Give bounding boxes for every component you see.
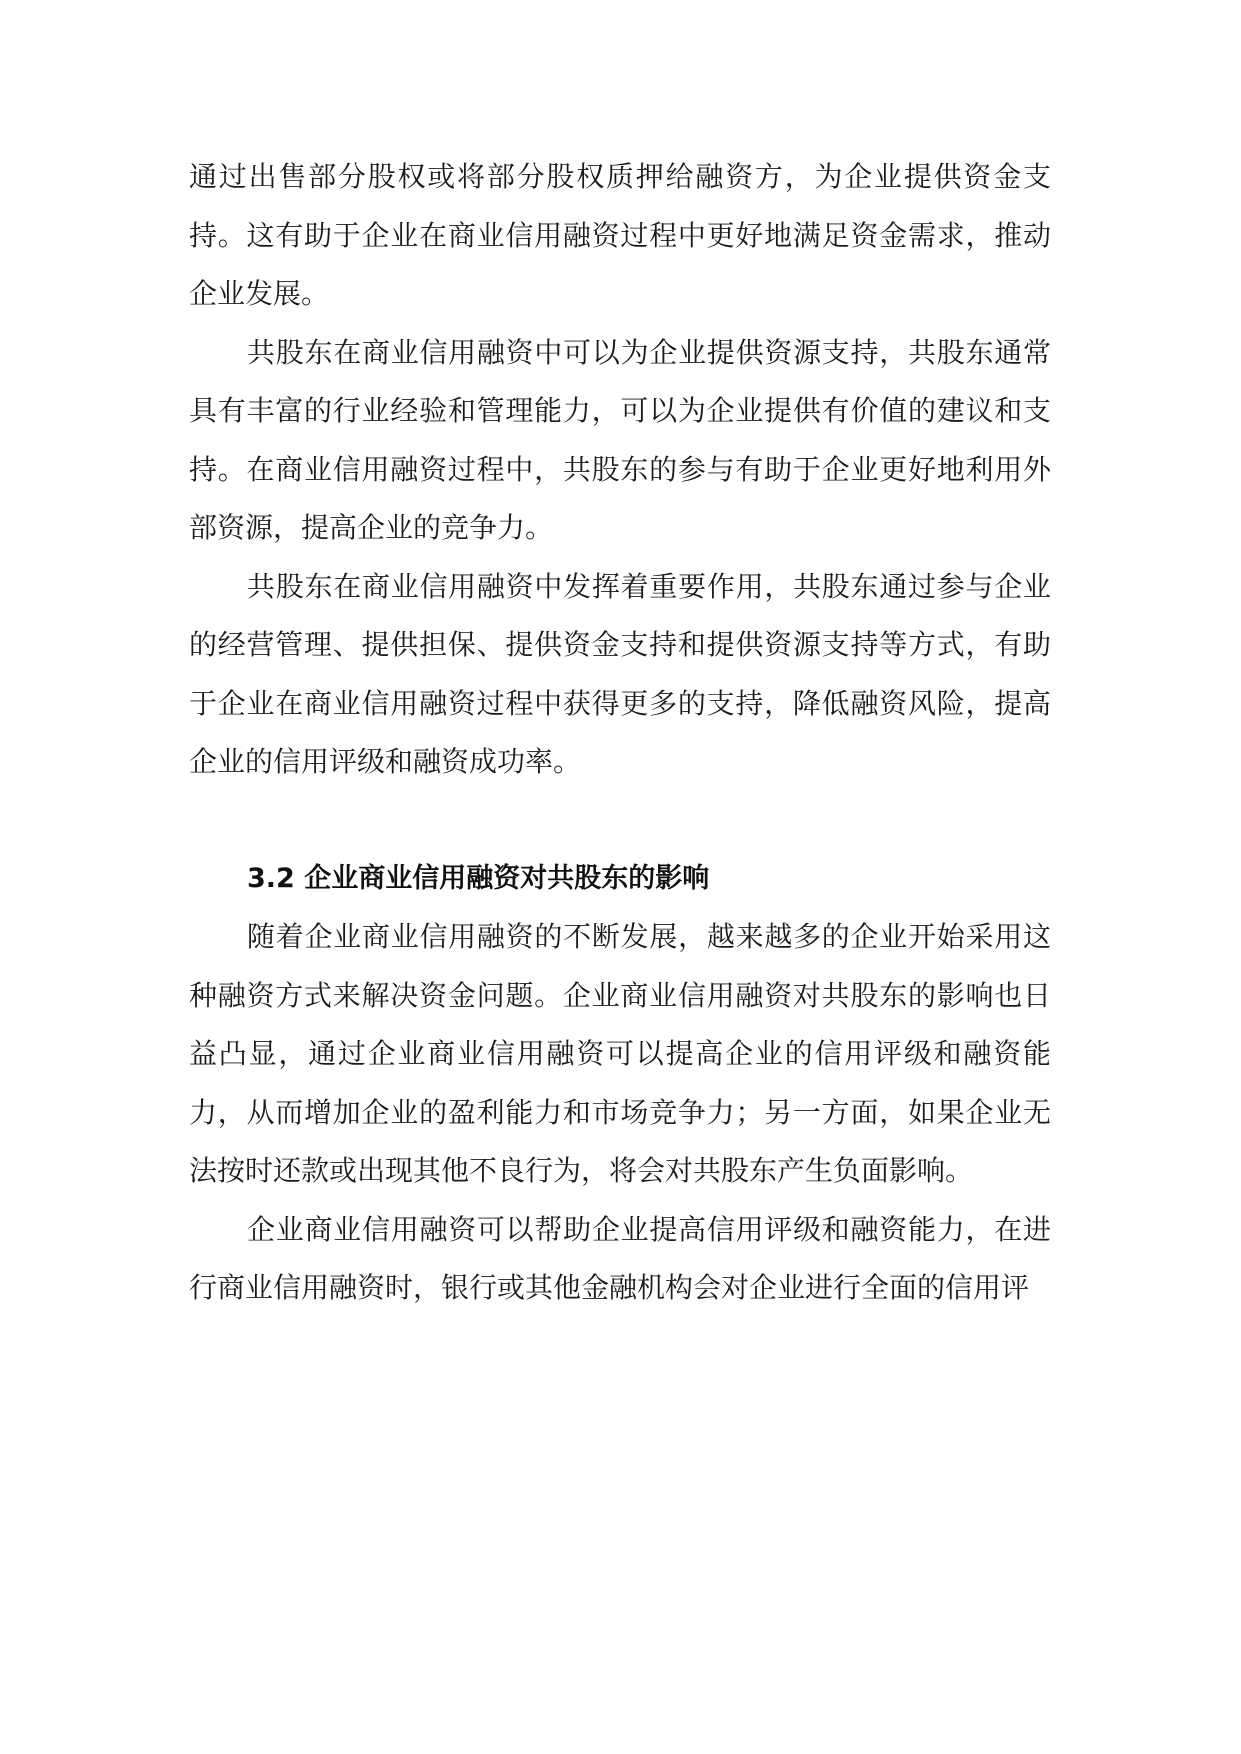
section-heading: 3.2 企业商业信用融资对共股东的影响 xyxy=(247,862,710,894)
paragraph-resource-support: 共股东在商业信用融资中可以为企业提供资源支持，共股东通常具有丰富的行业经验和管理能力，可以为企业提供有价值的建议和支持。在商业信用融资过程中，共股东的参与有助于企业更好地利用外部资源，提高企业的竞争力。 xyxy=(189,335,1051,544)
paragraph-important-role: 共股东在商业信用融资中发挥着重要作用，共股东通过参与企业的经营管理、提供担保、提供资金支持和提供资源支持等方式，有助于企业在商业信用融资过程中获得更多的支持，降低融资风险，提高企业的信用评级和融资成功率。 xyxy=(189,569,1051,778)
paragraph-credit-rating: 企业商业信用融资可以帮助企业提高信用评级和融资能力，在进行商业信用融资时，银行或其他金融机构会对企业进行全面的信用评 xyxy=(189,1212,1051,1304)
paragraph-development: 随着企业商业信用融资的不断发展，越来越多的企业开始采用这种融资方式来解决资金问题。企业商业信用融资对共股东的影响也日益凸显，通过企业商业信用融资可以提高企业的信用评级和融资能力，从而增加企业的盈利能力和市场竞争力；另一方面，如果企业无法按时还款或出现其他不良行为，将会对共股东产生负面影响。 xyxy=(189,920,1051,1187)
paragraph-continuation: 通过出售部分股权或将部分股权质押给融资方，为企业提供资金支持。这有助于企业在商业信用融资过程中更好地满足资金需求，推动企业发展。 xyxy=(189,160,1051,310)
document-body xyxy=(189,148,1051,1318)
